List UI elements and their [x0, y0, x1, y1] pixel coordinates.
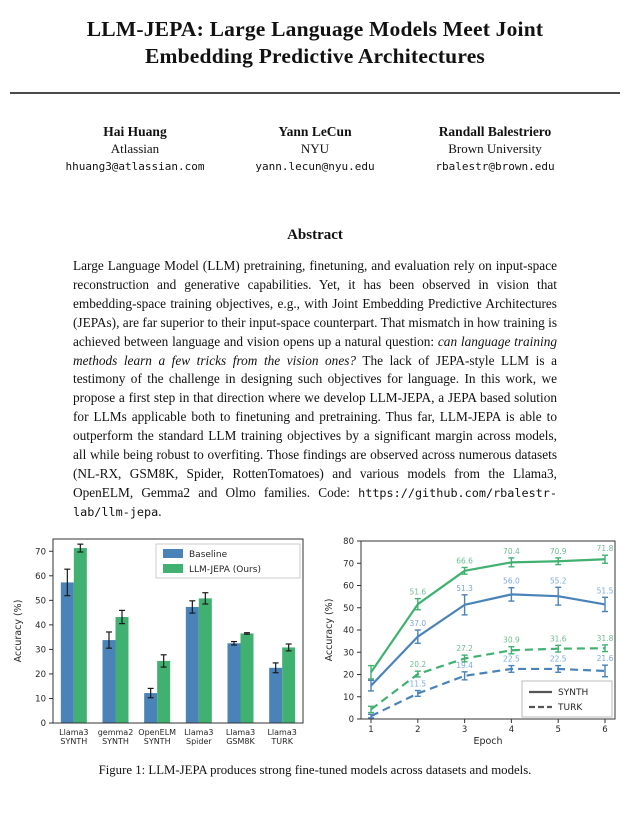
svg-text:51.6: 51.6 [409, 588, 427, 598]
svg-text:70.9: 70.9 [549, 547, 567, 557]
author-affiliation: Atlassian [110, 141, 160, 157]
svg-text:SYNTH: SYNTH [558, 688, 589, 699]
paper-page [0, 16, 630, 816]
svg-text:3: 3 [461, 725, 468, 736]
svg-text:GSM8K: GSM8K [226, 737, 255, 747]
svg-text:70: 70 [35, 547, 46, 558]
svg-text:5: 5 [555, 725, 561, 736]
bar-chart [9, 531, 309, 761]
title-rule [10, 92, 620, 94]
svg-text:Llama3: Llama3 [267, 728, 297, 738]
svg-text:30: 30 [343, 648, 354, 659]
svg-text:66.6: 66.6 [456, 556, 473, 566]
svg-text:55.2: 55.2 [549, 576, 567, 586]
svg-text:10: 10 [343, 693, 354, 704]
svg-text:31.8: 31.8 [596, 634, 614, 644]
abstract-segment: The lack of JEPA-style LLM is a testimony of the challenge in designing such objectives for language. In this work, we propose a first step in that direction where we develop LLM-JEPA, a JEPA based solution for LLMs applicable both to finetuning and pretraining. Thus far, LLM-JEPA is able to outperform the standard LLM training objectives by a significant margin across models, all while being robust to overfiting. Those findings are observed across numerous datasets (NL-RX, GSM8K, Spider, RottenTomatoes) and various models from the Llama3, OpenELM, Gemma2 and Olmo families. Code: [73, 352, 557, 500]
svg-text:2: 2 [415, 725, 421, 736]
svg-text:50: 50 [35, 596, 46, 607]
svg-text:71.8: 71.8 [596, 544, 614, 554]
svg-text:27.2: 27.2 [456, 644, 473, 654]
svg-text:4: 4 [508, 725, 515, 736]
svg-text:Spider: Spider [185, 737, 212, 747]
svg-text:SYNTH: SYNTH [60, 737, 88, 747]
svg-text:TURK: TURK [271, 737, 293, 747]
author-email: hhuang3@atlassian.com [65, 160, 205, 174]
abstract-segment: can language training methods learn a few tricks from the vision ones? [73, 333, 557, 368]
abstract-segment: Large Language Model (LLM) pretraining, finetuning, and evaluation rely on input-space reconstruction and generative capabilities. Yet, it has been observed in vision that embedding-space training objectives, e.g., with Joint Embedding Predictive Architectures (JEPAs), are far superior to their input-space counterpart. That mismatch in how training is achieved between language and vision opens up a natural question: [73, 258, 557, 349]
svg-text:19.4: 19.4 [456, 661, 473, 671]
figure-1 [0, 531, 630, 761]
author-name: Randall Balestriero [438, 124, 552, 140]
svg-text:40: 40 [35, 621, 46, 632]
author-name: Yann LeCun [278, 124, 352, 140]
svg-text:11.5: 11.5 [409, 679, 427, 689]
svg-text:1: 1 [368, 725, 374, 736]
svg-text:51.3: 51.3 [456, 584, 473, 594]
svg-text:Accuracy (%): Accuracy (%) [324, 598, 335, 662]
svg-text:Llama3: Llama3 [225, 728, 256, 738]
author-name: Hai Huang [103, 124, 167, 140]
author-email: yann.lecun@nyu.edu [255, 160, 375, 174]
author-email: rbalestr@brown.edu [435, 160, 555, 174]
svg-text:gemma2: gemma2 [97, 728, 134, 738]
svg-text:20.2: 20.2 [409, 660, 427, 670]
svg-text:22.5: 22.5 [549, 655, 567, 665]
svg-text:70.4: 70.4 [503, 547, 520, 557]
svg-text:56.0: 56.0 [503, 577, 520, 587]
svg-text:40: 40 [343, 626, 354, 637]
paper-title-line2: Embedding Predictive Architectures [144, 44, 486, 69]
svg-text:60: 60 [343, 581, 354, 592]
svg-text:60: 60 [35, 572, 46, 583]
svg-text:20: 20 [35, 670, 46, 681]
svg-text:Llama3: Llama3 [59, 728, 89, 738]
svg-text:SYNTH: SYNTH [143, 737, 171, 747]
abstract-segment: . [158, 503, 162, 519]
code-repo-link[interactable]: https://github.com/rbalestr-lab/llm-jepa [73, 485, 557, 519]
svg-text:6: 6 [602, 725, 608, 736]
author-affiliation: Brown University [448, 141, 542, 157]
author-affiliation: NYU [300, 141, 330, 157]
abstract-text [73, 257, 557, 521]
svg-text:31.6: 31.6 [549, 634, 567, 644]
svg-text:10: 10 [35, 694, 46, 705]
author-block [0, 124, 630, 173]
svg-text:SYNTH: SYNTH [102, 737, 129, 747]
author-1 [60, 124, 210, 173]
svg-text:70: 70 [343, 559, 354, 570]
svg-text:0: 0 [348, 715, 354, 726]
svg-text:Epoch: Epoch [473, 736, 503, 748]
svg-text:80: 80 [343, 537, 354, 548]
line-chart [321, 531, 621, 761]
paper-title [28, 16, 602, 70]
svg-text:22.5: 22.5 [503, 655, 520, 665]
svg-text:Llama3: Llama3 [184, 728, 214, 738]
svg-text:21.6: 21.6 [596, 654, 614, 664]
author-3 [420, 124, 570, 173]
svg-text:37.0: 37.0 [409, 619, 427, 629]
svg-text:30.9: 30.9 [503, 636, 520, 646]
svg-text:TURK: TURK [558, 703, 583, 714]
author-2 [240, 124, 390, 173]
abstract-heading: Abstract [287, 227, 343, 244]
svg-text:Baseline: Baseline [189, 550, 228, 561]
svg-text:51.5: 51.5 [596, 586, 614, 596]
svg-text:30: 30 [35, 645, 46, 656]
svg-text:50: 50 [343, 604, 354, 615]
svg-text:OpenELM: OpenELM [138, 728, 177, 738]
svg-text:20: 20 [343, 670, 354, 681]
figure-caption: Figure 1: LLM-JEPA produces strong fine-tuned models across datasets and models. [98, 763, 532, 778]
svg-text:LLM-JEPA (Ours): LLM-JEPA (Ours) [189, 565, 261, 576]
svg-text:Accuracy (%): Accuracy (%) [13, 599, 24, 663]
paper-title-line1: LLM-JEPA: Large Language Models Meet Joint [86, 17, 544, 41]
svg-text:0: 0 [40, 719, 46, 730]
